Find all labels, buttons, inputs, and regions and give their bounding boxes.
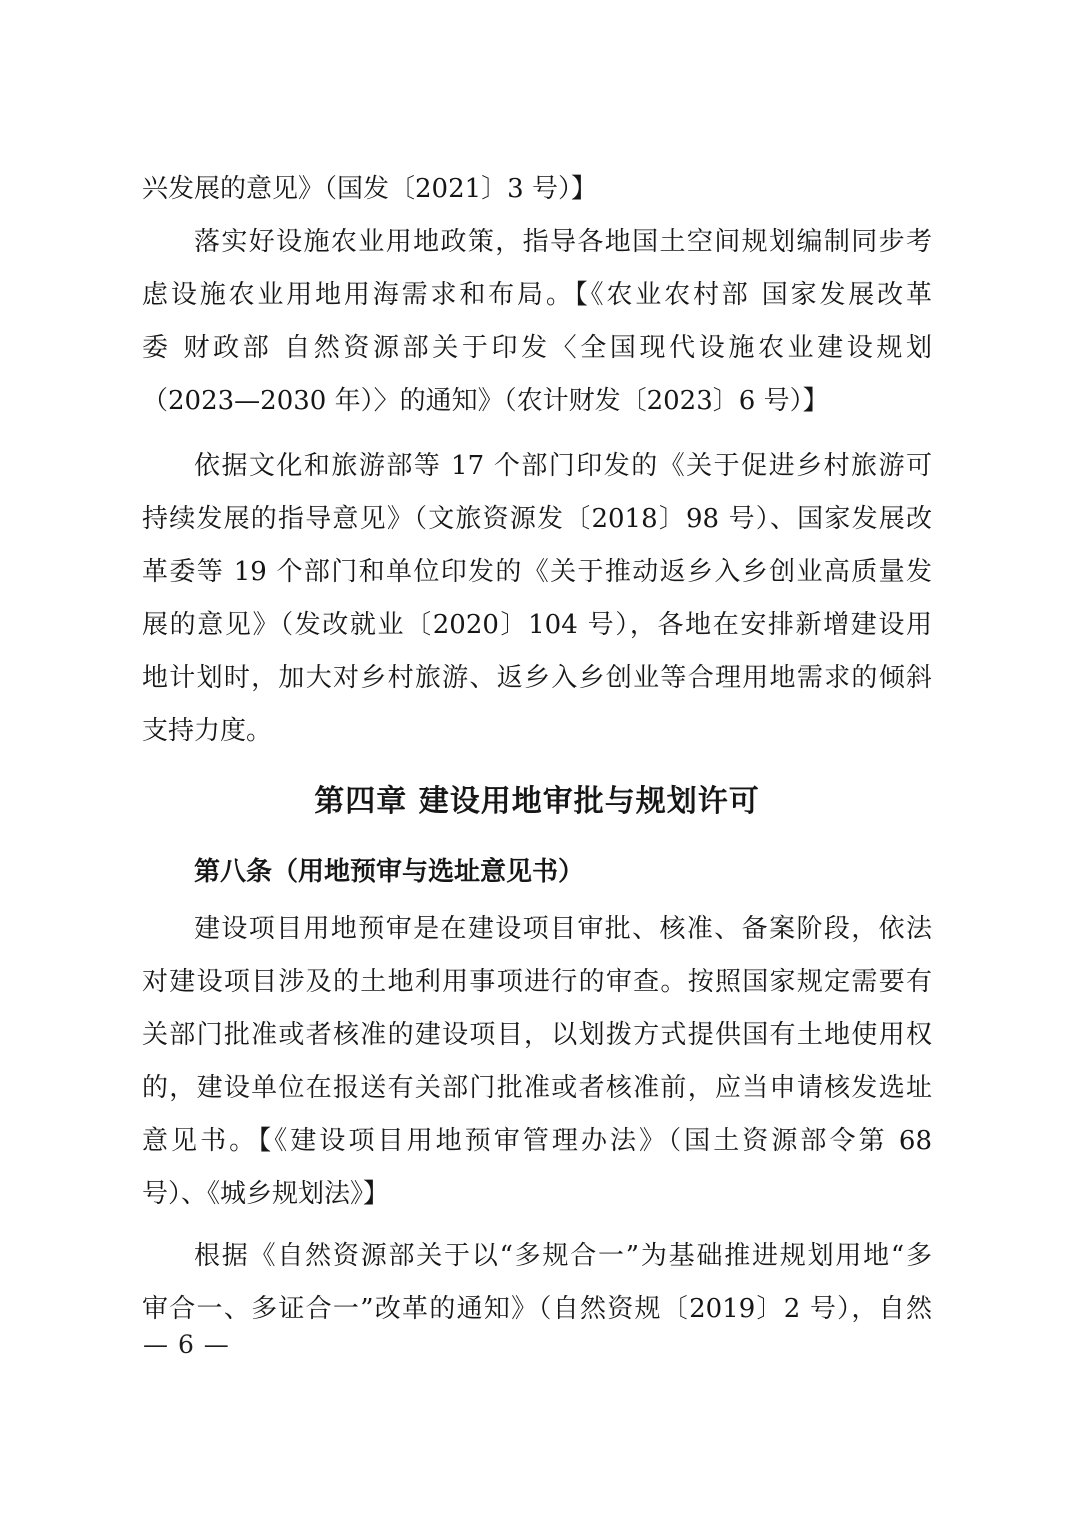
paragraph-land-preexamination: [142, 903, 932, 1221]
page-number: — 6 —: [143, 1330, 230, 1359]
text-line: 意见书。【《建设项目用地预审管理办法》（国土资源部令第 68: [142, 1126, 932, 1156]
text-line: （2023—2030 年）〉的通知》（农计财发〔2023〕6 号）】: [142, 386, 829, 416]
text-line: 根据《自然资源部关于以“多规合一”为基础推进规划用地“多: [194, 1241, 932, 1271]
text-line: 依据文化和旅游部等 17 个部门印发的《关于促进乡村旅游可: [194, 451, 932, 481]
paragraph-multi-plan-reform: [142, 1230, 932, 1336]
text-line: 审合一、多证合一”改革的通知》（自然资规〔2019〕2 号），自然: [142, 1294, 932, 1324]
paragraph-facility-agriculture: [142, 216, 932, 428]
paragraph-continuation: [142, 163, 932, 216]
text-line: 地计划时，加大对乡村旅游、返乡入乡创业等合理用地需求的倾斜: [142, 663, 932, 693]
text-line: 委 财政部 自然资源部关于印发〈全国现代设施农业建设规划: [142, 333, 932, 363]
text-line: 号）、《城乡规划法》】: [142, 1179, 390, 1209]
chapter-heading: 第四章 建设用地审批与规划许可: [314, 784, 760, 819]
text-line: 革委等 19 个部门和单位印发的《关于推动返乡入乡创业高质量发: [142, 557, 932, 587]
text-line: 展的意见》（发改就业〔2020〕104 号），各地在安排新增建设用: [142, 610, 932, 640]
text-line: 的，建设单位在报送有关部门批准或者核准前，应当申请核发选址: [142, 1073, 932, 1103]
text-line: 支持力度。: [142, 716, 273, 746]
text-line: 落实好设施农业用地政策，指导各地国土空间规划编制同步考: [194, 227, 932, 257]
text-line: 建设项目用地预审是在建设项目审批、核准、备案阶段，依法: [194, 914, 932, 944]
article-heading: 第八条（用地预审与选址意见书）: [194, 857, 585, 887]
text-line: 兴发展的意见》（国发〔2021〕3 号）】: [142, 174, 597, 204]
text-line: 关部门批准或者核准的建设项目，以划拨方式提供国有土地使用权: [142, 1020, 932, 1050]
text-line: 虑设施农业用地用海需求和布局。【《农业农村部 国家发展改革: [142, 280, 932, 310]
text-block: [142, 163, 932, 1336]
text-line: 持续发展的指导意见》（文旅资源发〔2018〕98 号）、国家发展改: [142, 504, 932, 534]
paragraph-rural-tourism: [142, 440, 932, 758]
text-line: 对建设项目涉及的土地利用事项进行的审查。按照国家规定需要有: [142, 967, 932, 997]
